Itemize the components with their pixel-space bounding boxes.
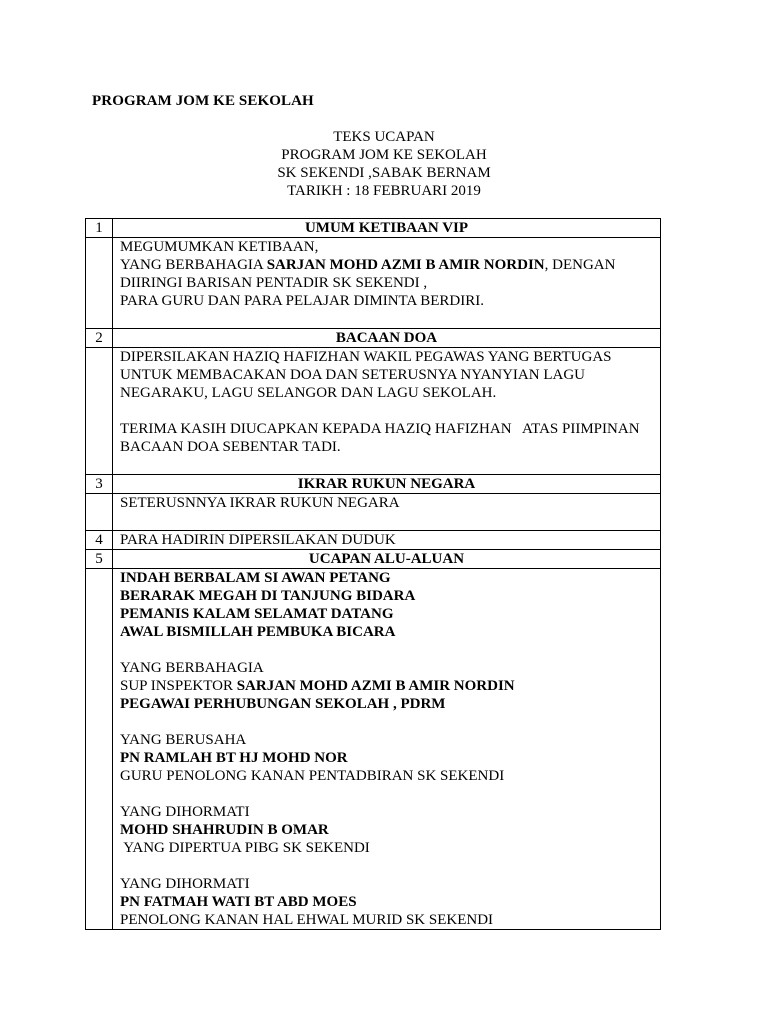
text-span: YANG BERBAHAGIA bbox=[120, 257, 267, 273]
section-body-row bbox=[86, 569, 661, 930]
text-line bbox=[120, 659, 654, 677]
blank-line bbox=[120, 402, 654, 420]
title-line: SK SEKENDI ,SABAK BERNAM bbox=[277, 165, 491, 181]
blank-line bbox=[120, 785, 654, 803]
text-line bbox=[120, 821, 654, 839]
text-span: PENOLONG KANAN HAL EHWAL MURID SK SEKENDI bbox=[120, 912, 494, 928]
bold-text: PEGAWAI PERHUBUNGAN SEKOLAH , PDRM bbox=[120, 696, 446, 712]
text-span: NEGARAKU, LAGU SELANGOR DAN LAGU SEKOLAH. bbox=[120, 385, 497, 401]
bold-text: AWAL BISMILLAH PEMBUKA BICARA bbox=[120, 624, 396, 640]
section-heading: UCAPAN ALU-ALUAN bbox=[113, 550, 661, 569]
text-span: SUP INSPEKTOR bbox=[120, 678, 237, 694]
title-line: PROGRAM JOM KE SEKOLAH bbox=[281, 147, 487, 163]
text-line bbox=[120, 911, 654, 929]
text-line bbox=[120, 494, 654, 512]
text-line bbox=[120, 893, 654, 911]
text-span: TERIMA KASIH DIUCAPKAN KEPADA HAZIQ HAFIZHAN ATAS PIIMPINAN bbox=[120, 421, 640, 437]
text-line bbox=[120, 569, 654, 587]
bold-text: INDAH BERBALAM SI AWAN PETANG bbox=[120, 570, 391, 586]
text-line bbox=[120, 366, 654, 384]
bold-text: PN RAMLAH BT HJ MOHD NOR bbox=[120, 750, 348, 766]
section-header-row bbox=[86, 329, 661, 348]
text-span: YANG DIHORMATI bbox=[120, 804, 250, 820]
bold-text: MOHD SHAHRUDIN B OMAR bbox=[120, 822, 329, 838]
text-line bbox=[120, 348, 654, 366]
section-heading: UMUM KETIBAAN VIP bbox=[113, 219, 661, 238]
text-span: UNTUK MEMBACAKAN DOA DAN SETERUSNYA NYANYIAN LAGU bbox=[120, 367, 586, 383]
text-span: GURU PENOLONG KANAN PENTADBIRAN SK SEKENDI bbox=[120, 768, 505, 784]
section-header-row bbox=[86, 475, 661, 494]
text-line bbox=[120, 749, 654, 767]
text-line bbox=[120, 605, 654, 623]
blank-line bbox=[120, 857, 654, 875]
text-span: MEGUMUMKAN KETIBAAN, bbox=[120, 239, 319, 255]
text-span: SETERUSNNYA IKRAR RUKUN NEGARA bbox=[120, 495, 400, 511]
text-line bbox=[120, 623, 654, 641]
bold-text: PN FATMAH WATI BT ABD MOES bbox=[120, 894, 357, 910]
section-number: 4 bbox=[86, 531, 113, 550]
text-line bbox=[120, 420, 654, 438]
blank-line bbox=[120, 512, 654, 530]
text-span: DIPERSILAKAN HAZIQ HAFIZHAN WAKIL PEGAWAS YANG BERTUGAS bbox=[120, 349, 612, 365]
text-span: YANG BERBAHAGIA bbox=[120, 660, 264, 676]
section-header-row bbox=[86, 219, 661, 238]
text-line bbox=[120, 256, 654, 274]
text-line bbox=[120, 438, 654, 456]
section-number: 1 bbox=[86, 219, 113, 238]
text-line bbox=[120, 677, 654, 695]
text-span: YANG DIHORMATI bbox=[120, 876, 250, 892]
blank-line bbox=[120, 456, 654, 474]
text-line bbox=[120, 274, 654, 292]
blank-line bbox=[120, 310, 654, 328]
blank-line bbox=[120, 641, 654, 659]
text-line bbox=[120, 731, 654, 749]
text-line bbox=[120, 875, 654, 893]
text-line bbox=[120, 803, 654, 821]
section-header-row bbox=[86, 550, 661, 569]
section-number: 3 bbox=[86, 475, 113, 494]
blank-line bbox=[120, 713, 654, 731]
section-inline-row bbox=[86, 531, 661, 550]
text-span: PARA GURU DAN PARA PELAJAR DIMINTA BERDIRI. bbox=[120, 293, 484, 309]
section-number-empty bbox=[86, 348, 113, 475]
text-span: DIIRINGI BARISAN PENTADIR SK SEKENDI , bbox=[120, 275, 428, 291]
section-number-empty bbox=[86, 238, 113, 329]
text-line bbox=[120, 238, 654, 256]
section-number-empty bbox=[86, 569, 113, 930]
text-line bbox=[120, 839, 654, 857]
text-span: YANG DIPERTUA PIBG SK SEKENDI bbox=[120, 840, 370, 856]
title-line: TARIKH : 18 FEBRUARI 2019 bbox=[287, 183, 481, 199]
bold-text: PEMANIS KALAM SELAMAT DATANG bbox=[120, 606, 394, 622]
text-line bbox=[120, 695, 654, 713]
text-line bbox=[120, 292, 654, 310]
section-body bbox=[113, 238, 661, 329]
text-line bbox=[120, 384, 654, 402]
section-inline-text: PARA HADIRIN DIPERSILAKAN DUDUK bbox=[113, 531, 661, 550]
section-heading: BACAAN DOA bbox=[113, 329, 661, 348]
section-number: 5 bbox=[86, 550, 113, 569]
section-body-row bbox=[86, 494, 661, 531]
title-line: TEKS UCAPAN bbox=[333, 129, 435, 145]
section-number-empty bbox=[86, 494, 113, 531]
text-span: BACAAN DOA SEBENTAR TADI. bbox=[120, 439, 341, 455]
bold-text: SARJAN MOHD AZMI B AMIR NORDIN bbox=[266, 257, 545, 273]
bold-text: BERARAK MEGAH DI TANJUNG BIDARA bbox=[120, 588, 416, 604]
text-span: YANG BERUSAHA bbox=[120, 732, 247, 748]
section-number: 2 bbox=[86, 329, 113, 348]
program-table bbox=[85, 218, 661, 930]
section-heading: IKRAR RUKUN NEGARA bbox=[113, 475, 661, 494]
section-body-row bbox=[86, 238, 661, 329]
document-heading: PROGRAM JOM KE SEKOLAH bbox=[92, 93, 314, 109]
text-line bbox=[120, 767, 654, 785]
section-body bbox=[113, 569, 661, 930]
section-body-row bbox=[86, 348, 661, 475]
program-table-body bbox=[86, 219, 661, 930]
text-line bbox=[120, 587, 654, 605]
section-body bbox=[113, 494, 661, 531]
text-span: , DENGAN bbox=[544, 257, 616, 273]
bold-text: SARJAN MOHD AZMI B AMIR NORDIN bbox=[236, 678, 515, 694]
title-block bbox=[0, 128, 768, 200]
section-body bbox=[113, 348, 661, 475]
